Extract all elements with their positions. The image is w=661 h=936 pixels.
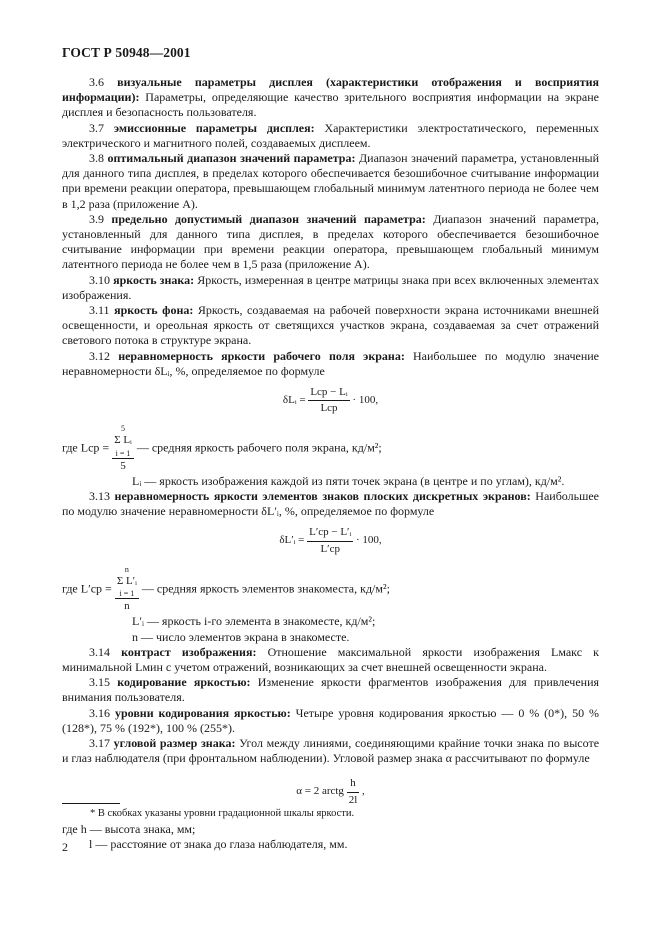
- formula-3: α = 2 arctg $\frac{h}{2l}$ ,: [296, 777, 365, 806]
- document-body: [62, 75, 599, 852]
- formula-1: δLᵢ = $\frac{\text{Lср − Lᵢ}}{\text{Lср}}$ · 100,: [282, 386, 379, 415]
- where-item-n: n — число элементов экрана в знакоместе.: [132, 629, 350, 644]
- clause-3-7: 3.7 эмиссионные параметры дисплея: Характеристики электростатического, переменных электрического и магнитного полей, создаваемых дисплеем.: [62, 120, 600, 150]
- where-item-l: l — расстояние от знака до глаза наблюдателя, мм.: [89, 836, 348, 851]
- clause-3-16: 3.16 уровни кодирования яркостью: Четыре уровня кодирования яркостью — 0 % (0*), 50 % (128*), 75 % (192*), 100 % (255*).: [62, 705, 600, 735]
- clause-3-6: 3.6 визуальные параметры дисплея (характеристики отображения и восприятия информации): Параметры, определяющие качество зрительного восприятия информации на экране дисплея и безопасность пользователя.: [62, 75, 599, 120]
- where-item-li-prime: L′ᵢ — яркость i-го элемента в знакоместе, кд/м²;: [132, 614, 376, 629]
- clause-3-13: 3.13 неравномерность яркости элементов знаков плоских дискретных экранов: Наибольшее по модулю значение неравномерности δL′ᵢ, %, определяемое по формуле: [62, 489, 599, 519]
- where-block-3: где h — высота знака, мм;: [62, 821, 196, 836]
- standard-header: ГОСТ Р 50948—2001: [62, 45, 191, 60]
- where-block-2: где L′ср = n Σ L′ᵢ i = 1 n — средняя яркость элементов знакоместа, кд/м²;: [62, 564, 390, 613]
- clause-3-9: 3.9 предельно допустимый диапазон значений параметра: Диапазон значений параметра, установленный для данного типа дисплея, в пределах которого обеспечивается безошибочное считывание информации при времени реакции оператора, превышающем глобальный минимум латентного периода не более чем в 1,5 раза (приложение А).: [62, 211, 599, 272]
- footnote: * В скобках указаны уровни градационной шкалы яркости.: [90, 808, 355, 819]
- where-item-li: Lᵢ — яркость изображения каждой из пяти точек экрана (в центре и по углам), кд/м².: [132, 473, 565, 488]
- clause-3-11: 3.11 яркость фона: Яркость, создаваемая на рабочей поверхности экрана источниками внешней освещенности, и ореольная яркость от светящихся участков экрана, создаваемая за счет отражений светового потока в структуре экрана.: [62, 303, 600, 348]
- clause-3-12: 3.12 неравномерность яркости рабочего поля экрана: Наибольшее по модулю значение неравномерности δLᵢ, %, определяемое по формуле: [62, 348, 600, 378]
- clause-3-17: 3.17 угловой размер знака: Угол между линиями, соединяющими крайние точки знака по высоте и глаз наблюдателя (при фронтальном наблюдении). Угловой размер знака α рассчитывают по формуле: [62, 735, 600, 766]
- formula-2: δL′ᵢ = $\frac{\text{L′ср − L′ᵢ}}{L'ср}$ · 100,: [279, 526, 382, 555]
- clause-3-14: 3.14 контраст изображения: Отношение максимальной яркости изображения Lмакс к минимальной Lмин с учетом отражений, возникающих за счет внешней освещенности экрана.: [62, 644, 600, 674]
- footnote-divider: [62, 803, 120, 804]
- clause-3-15: 3.15 кодирование яркостью: Изменение яркости фрагментов изображения для привлечения внимания пользователя.: [62, 675, 600, 705]
- clause-3-8: 3.8 оптимальный диапазон значений параметра: Диапазон значений параметра, установленный для данного типа дисплея, в пределах которого обеспечивается безошибочное считывание информации при времени реакции оператора, превышающем глобальный минимум латентного периода не более чем в 1,2 раза (приложение А).: [62, 151, 600, 211]
- clause-3-10: 3.10 яркость знака: Яркость, измеренная в центре матрицы знака при всех включенных элементах изображения.: [62, 272, 600, 302]
- where-block-1: где Lср = 5 Σ Lᵢ i = 1 5 — средняя яркость рабочего поля экрана, кд/м²;: [62, 424, 382, 472]
- page-number: 2: [62, 840, 68, 854]
